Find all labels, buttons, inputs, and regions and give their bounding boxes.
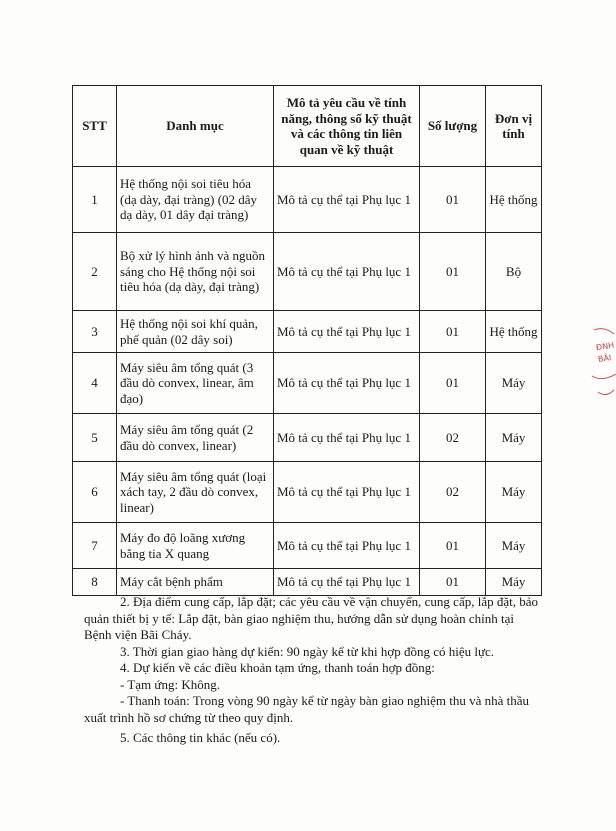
table-header-row — [73, 86, 542, 167]
row-stt: 3 — [73, 311, 117, 353]
table-row — [73, 462, 542, 523]
table-row — [73, 353, 542, 414]
header-stt: STT — [73, 86, 117, 167]
table-row — [73, 311, 542, 353]
header-quantity: Số lượng — [420, 86, 486, 167]
row-stt: 2 — [73, 233, 117, 311]
row-stt: 6 — [73, 462, 117, 523]
row-quantity: 02 — [420, 414, 486, 462]
row-description: Mô tả cụ thể tại Phụ lục 1 — [274, 462, 420, 523]
row-description: Mô tả cụ thể tại Phụ lục 1 — [274, 523, 420, 569]
equipment-table — [72, 85, 542, 596]
row-unit: Máy — [486, 523, 542, 569]
row-category: Máy đo độ loãng xương bằng tia X quang — [117, 523, 274, 569]
stamp-text-2: BÃI — [597, 353, 612, 364]
table-row — [73, 569, 542, 596]
stamp-text-1: ĐNH — [595, 340, 615, 353]
row-stt: 8 — [73, 569, 117, 596]
row-stt: 5 — [73, 414, 117, 462]
row-quantity: 01 — [420, 353, 486, 414]
row-description: Mô tả cụ thể tại Phụ lục 1 — [274, 311, 420, 353]
note-delivery-location: 2. Địa điểm cung cấp, lắp đặt; các yêu cầu về vận chuyển, cung cấp, lắp đặt, bảo quản thiết bị y tế: Lắp đặt, bàn giao nghiệm thu, hướng dẫn sử dụng hoàn chỉnh tại Bệnh viện Bãi Cháy. — [84, 594, 538, 642]
header-description: Mô tả yêu cầu về tính năng, thông số kỹ thuật và các thông tin liên quan về kỹ thuật — [274, 86, 420, 167]
row-unit: Hệ thống — [486, 311, 542, 353]
row-stt: 1 — [73, 167, 117, 233]
row-category: Máy cắt bệnh phẩm — [117, 569, 274, 596]
note-advance: - Tạm ứng: Không. — [120, 676, 220, 692]
row-category: Hệ thống nội soi khí quản, phế quản (02 dây soi) — [117, 311, 274, 353]
row-stt: 4 — [73, 353, 117, 414]
table-row — [73, 167, 542, 233]
row-description: Mô tả cụ thể tại Phụ lục 1 — [274, 233, 420, 311]
row-unit: Máy — [486, 462, 542, 523]
row-quantity: 02 — [420, 462, 486, 523]
row-category: Bộ xử lý hình ảnh và nguồn sáng cho Hệ thống nội soi tiêu hóa (dạ dày, đại tràng) — [117, 233, 274, 311]
table-row — [73, 414, 542, 462]
header-category: Danh mục — [117, 86, 274, 167]
row-stt: 7 — [73, 523, 117, 569]
row-unit: Bộ — [486, 233, 542, 311]
header-unit: Đơn vị tính — [486, 86, 542, 167]
red-stamp-fragment — [590, 322, 616, 408]
row-description: Mô tả cụ thể tại Phụ lục 1 — [274, 414, 420, 462]
row-quantity: 01 — [420, 167, 486, 233]
row-description: Mô tả cụ thể tại Phụ lục 1 — [274, 353, 420, 414]
row-quantity: 01 — [420, 523, 486, 569]
row-category: Máy siêu âm tổng quát (loại xách tay, 2 đầu dò convex, linear) — [117, 462, 274, 523]
row-category: Hệ thống nội soi tiêu hóa (dạ dày, đại tràng) (02 dây dạ dày, 01 dây đại tràng) — [117, 167, 274, 233]
row-description: Mô tả cụ thể tại Phụ lục 1 — [274, 569, 420, 596]
row-quantity: 01 — [420, 311, 486, 353]
notes-section — [84, 594, 542, 747]
row-unit: Máy — [486, 414, 542, 462]
row-unit: Máy — [486, 353, 542, 414]
row-quantity: 01 — [420, 233, 486, 311]
note-other-info: 5. Các thông tin khác (nếu có). — [120, 730, 281, 745]
row-category: Máy siêu âm tổng quát (3 đầu dò convex, linear, âm đạo) — [117, 353, 274, 414]
row-unit: Hệ thống — [486, 167, 542, 233]
table-row — [73, 523, 542, 569]
note-payment-terms: 4. Dự kiến về các điều khoản tạm ứng, thanh toán hợp đồng: — [120, 660, 435, 675]
row-unit: Máy — [486, 569, 542, 596]
row-description: Mô tả cụ thể tại Phụ lục 1 — [274, 167, 420, 233]
note-payment: - Thanh toán: Trong vòng 90 ngày kể từ ngày bàn giao nghiệm thu và nhà thầu xuất trình hồ sơ chứng từ theo quy định. — [84, 693, 530, 725]
row-category: Máy siêu âm tổng quát (2 đầu dò convex, linear) — [117, 414, 274, 462]
note-delivery-time: 3. Thời gian giao hàng dự kiến: 90 ngày kể từ khi hợp đồng có hiệu lực. — [120, 643, 495, 659]
table-row — [73, 233, 542, 311]
stamp-mark — [590, 322, 616, 408]
row-quantity: 01 — [420, 569, 486, 596]
